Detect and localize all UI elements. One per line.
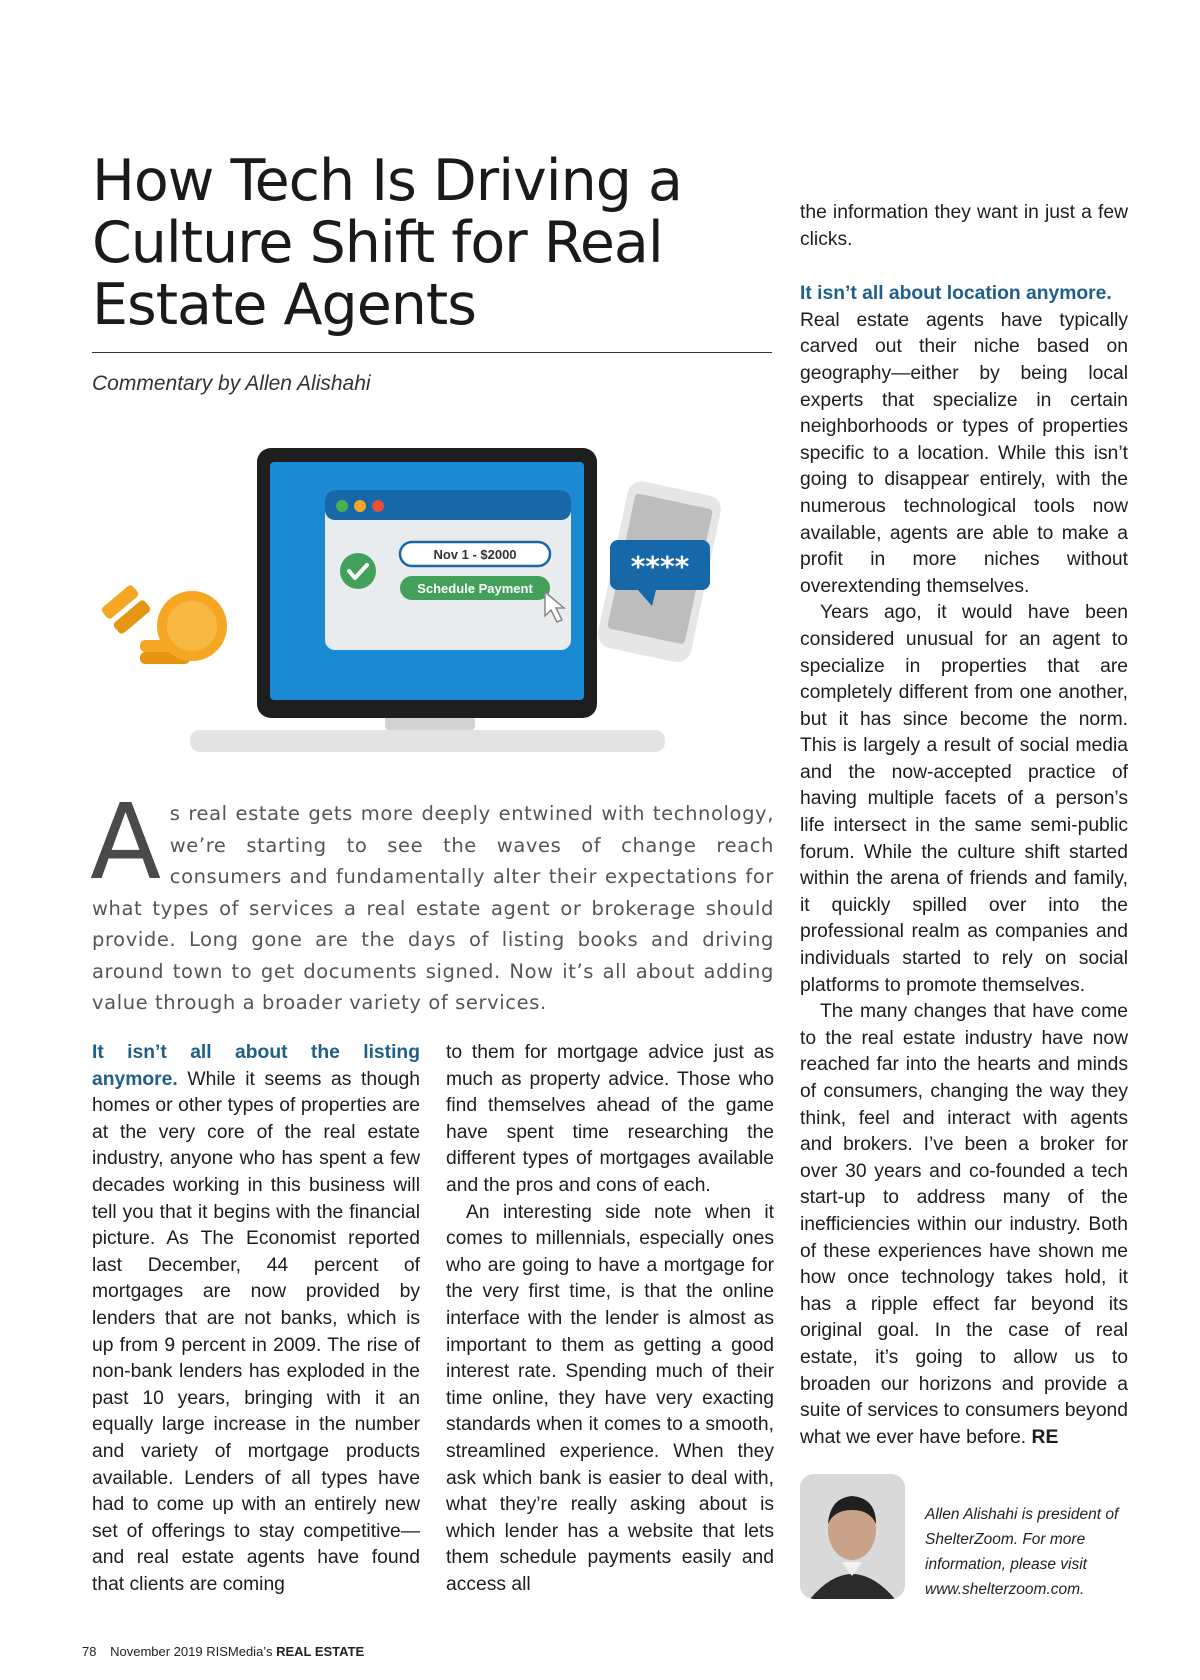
body-paragraph: Real estate agents have typically carved out their niche based on geography—either by being local experts that specialize in certain neighborhoods or types of properties specific to a location. While this isn’t going to disappear entirely, with the numerous technological tools now available, agents are able to make a profit in more niches without overextending themselves. <box>800 309 1128 597</box>
publisher: RISMedia’s <box>206 1644 273 1659</box>
hero-illustration <box>90 440 780 770</box>
lede-text: s real estate gets more deeply entwined with technology, we’re starting to see the waves of change reach consumers and fundamentally alter their expectations for what types of services a real estate agent or brokerage should provide. Long gone are the days of listing books and driving around town to get documents signed. Now it’s all about adding value through a broader variety of services. <box>92 802 774 1014</box>
window-dot-orange <box>354 500 366 512</box>
subhead-listing: It isn’t all about the listing anymore. <box>92 1042 420 1090</box>
window-dot-red <box>372 500 384 512</box>
schedule-payment-label: Schedule Payment <box>417 581 533 596</box>
title-divider <box>92 352 772 353</box>
end-mark: RE <box>1031 1426 1059 1448</box>
body-paragraph <box>800 999 1128 1451</box>
drop-cap: A <box>90 781 162 903</box>
lede-paragraph <box>90 781 774 1019</box>
column-3 <box>800 200 1128 1451</box>
article-title <box>92 150 752 336</box>
window-dot-green <box>336 500 348 512</box>
password-bubble-text: **** <box>630 550 690 583</box>
title-line: How Tech Is Driving a <box>92 148 682 214</box>
body-paragraph: An interesting side note when it comes to millennials, especially ones who are going to have a mortgage for the very first time, is that the online interface with the lender is almost as important to them as getting a good interest rate. Spending much of their time online, they have very exacting standards when it comes to a smooth, streamlined experience. When they ask which bank is easier to deal with, what they’re really asking about is which lender has a website that lets them schedule payments easily and access all <box>446 1201 774 1595</box>
body-paragraph: Years ago, it would have been considered unusual for an agent to specialize in properties that are completely different from one another, but it has since become the norm. This is largely a result of social media and the now-accepted practice of having multiple facets of a person’s life intersect in the same semi-public forum. While the culture shift started within the arena of friends and family, it quickly spilled over into the professional realm as companies and individuals started to rely on social platforms to promote themselves. <box>800 602 1128 996</box>
laptop-base <box>190 730 665 752</box>
author-photo <box>800 1474 905 1599</box>
author-portrait-icon <box>800 1474 905 1599</box>
coins-icon <box>100 584 227 664</box>
subhead-location: It isn’t all about location anymore. <box>800 283 1112 305</box>
laptop-notch <box>385 716 475 730</box>
page-number: 78 <box>82 1644 97 1659</box>
title-line: Estate Agents <box>92 272 476 338</box>
issue-date: November 2019 <box>110 1644 203 1659</box>
magazine-name: REAL ESTATE <box>276 1644 365 1659</box>
checkmark-icon <box>340 553 376 589</box>
byline: Commentary by Allen Alishahi <box>92 372 371 395</box>
column-2 <box>446 1040 774 1598</box>
body-paragraph: to them for mortgage advice just as much as property advice. Those who find themselves ahead of the game have spent time researching the different types of mortgages available and the pros and cons of each. <box>446 1042 774 1196</box>
body-text: While it seems as though homes or other types of properties are at the very core of the real estate industry, anyone who has spent a few decades working in this business will tell you that it begins with the financial picture. As The Economist reported last December, 44 percent of mortgages are now provided by lenders that are not banks, which is up from 9 percent in 2009. The rise of non-bank lenders has exploded in the past 10 years, bringing with it an equally large increase in the number and variety of mortgage products available. Lenders of all types have had to come up with an entirely new set of offerings to stay competitive—and real estate agents have found that clients are coming <box>92 1068 420 1595</box>
title-line: Culture Shift for Real <box>92 210 663 276</box>
body-text: The many changes that have come to the real estate industry have now reached far into the hearts and minds of consumers, changing the way they think, feel and interact with agents and brokers. I’ve been a broker for over 30 years and co-founded a tech start-up to address many of the inefficiencies within our industry. Both of these experiences have shown me how once technology takes hold, it has a ripple effect far beyond its original goal. In the case of real estate, it’s going to allow us to broaden our horizons and provide a suite of services to consumers beyond what we ever have before. <box>800 1001 1128 1448</box>
column-1 <box>92 1040 420 1598</box>
payment-field-text: Nov 1 - $2000 <box>433 547 517 562</box>
body-paragraph: the information they want in just a few clicks. <box>800 202 1128 250</box>
page-footer <box>82 1644 364 1659</box>
author-bio: Allen Alishahi is president of ShelterZoom. For more information, please visit www.shelterzoom.com. <box>925 1506 1119 1598</box>
